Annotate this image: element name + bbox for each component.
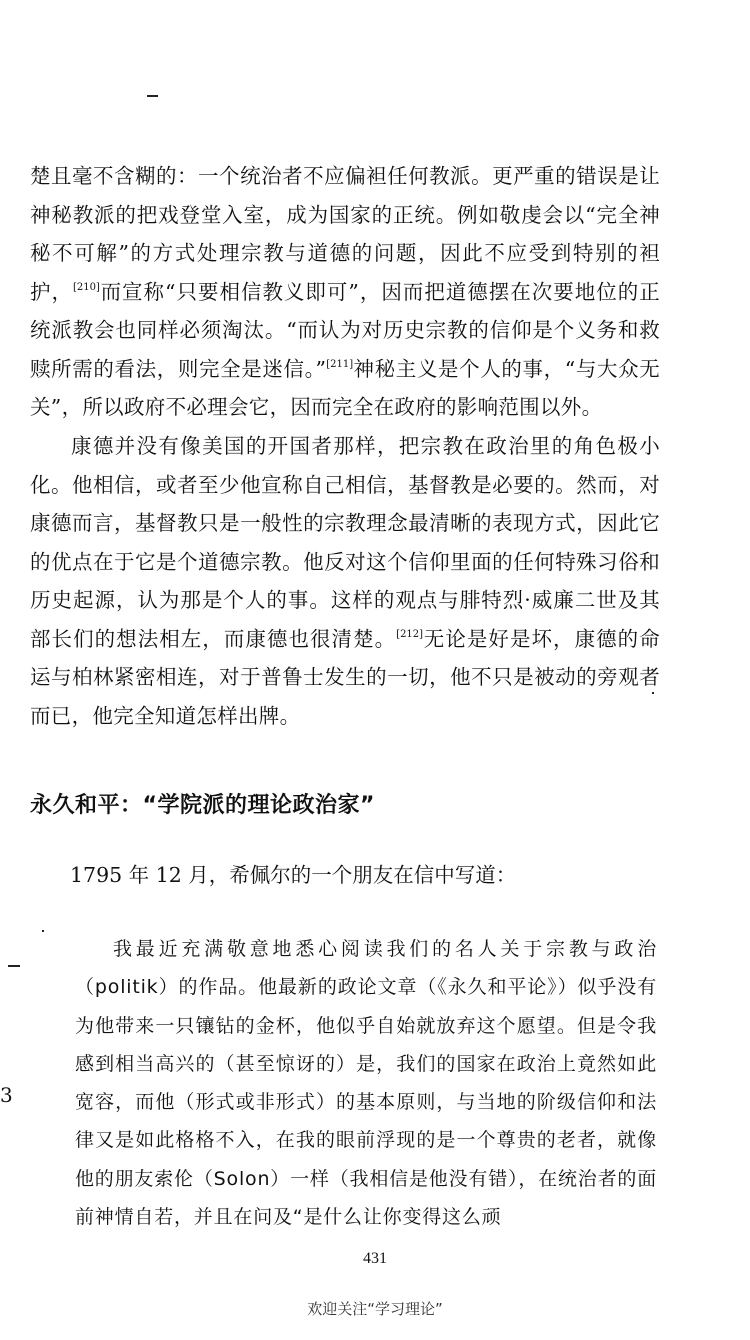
paragraph-1-text-b: 而宣称“只要相信教义即可”，因而把道德摆在次要地位的正统派教会也同样必须淘汰。“而认为对历史宗教的信仰是个义务和救赎所需的看法，则完全是迷信。” [30,279,660,381]
page-number: 431 [363,1250,387,1267]
scan-mark-top [147,95,158,97]
paragraph-1 [30,157,660,427]
scan-mark-left-dot [42,930,44,932]
paragraph-1-text-c: 神秘主义是个人的事，“与大众无关”，所以政府不必理会它，因而完全在政府的影响范围以外。 [30,356,660,419]
margin-number: 3 [0,1083,13,1107]
footnote-ref-211[interactable]: [211] [326,358,354,370]
footer-note: 欢迎关注“学习理论” [307,1300,443,1318]
section-heading: 永久和平：“学院派的理论政治家” [30,793,375,818]
quote-intro: 1795 年 12 月，希佩尔的一个朋友在信中写道： [70,863,517,887]
paragraph-1-text-a: 楚且毫不含糊的：一个统治者不应偏袒任何教派。更严重的错误是让神秘教派的把戏登堂入室，成为国家的正统。例如敬虔会以“完全神秘不可解”的方式处理宗教与道德的问题，因此不应受到特别的袒护， [30,164,660,304]
paragraph-2-text-b: 无论是好是坏，康德的命运与柏林紧密相连，对于普鲁士发生的一切，他不只是被动的旁观者而已，他完全知道怎样出牌。 [30,626,660,728]
scan-mark-left-dash [8,965,20,967]
footnote-ref-210[interactable]: [210] [72,281,100,293]
footnote-ref-212[interactable]: [212] [396,628,424,640]
paragraph-2-text-a: 康德并没有像美国的开国者那样，把宗教在政治里的角色极小化。他相信，或者至少他宣称自己相信，基督教是必要的。然而，对康德而言，基督教只是一般性的宗教理念最清晰的表现方式，因此它的优点在于它是个道德宗教。他反对这个信仰里面的任何特殊习俗和历史起源，认为那是个人的事。这样的观点与腓特烈·威廉二世及其部长们的想法相左，而康德也很清楚。 [30,434,660,651]
paragraph-2 [30,427,660,735]
block-quote: 我最近充满敬意地悉心阅读我们的名人关于宗教与政治（politik）的作品。他最新的政论文章（《永久和平论》）似乎没有为他带来一只镶钻的金杯，他似乎自始就放弃这个愿望。但是令我感到相当高兴的（甚至惊讶的）是，我们的国家在政治上竟然如此宽容，而他（形式或非形式）的基本原则，与当地的阶级信仰和法律又是如此格格不入，在我的眼前浮现的是一个尊贵的老者，就像他的朋友索伦（Solon）一样（我相信是他没有错），在统治者的面前神情自若，并且在问及“是什么让你变得这么顽 [75,938,657,1229]
